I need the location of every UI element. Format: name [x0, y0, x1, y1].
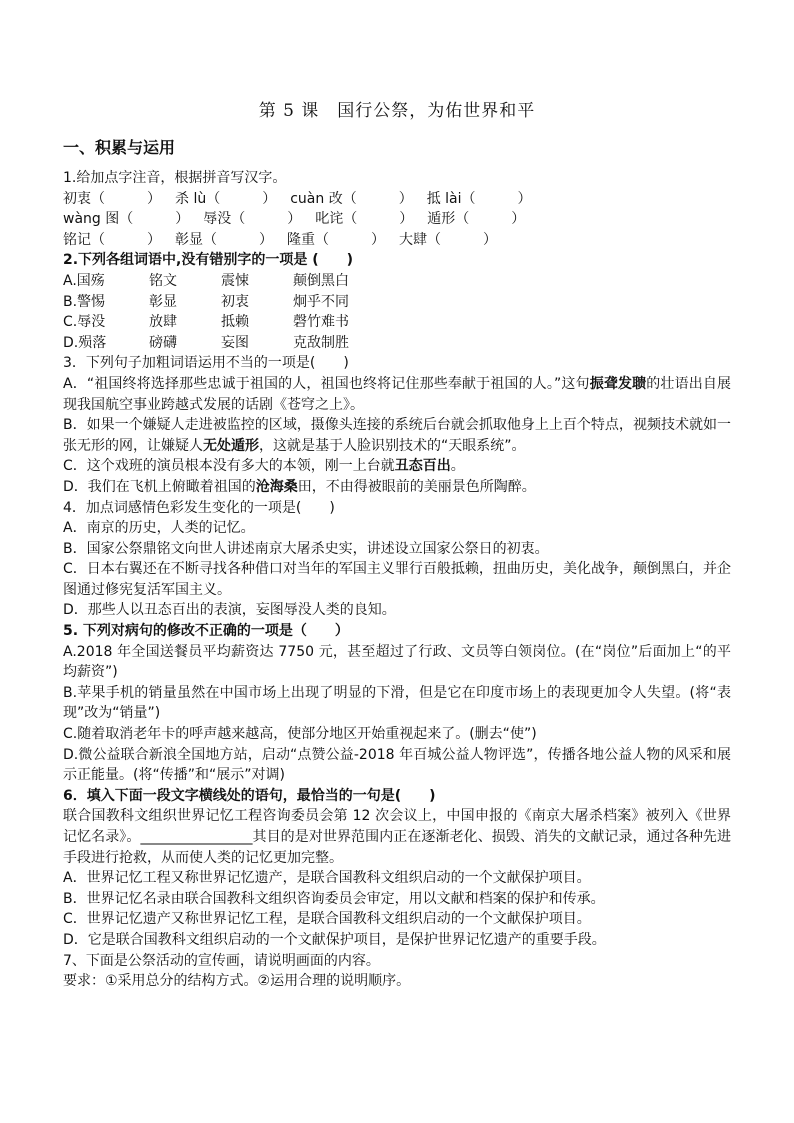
q5-option-b: B.苹果手机的销量虽然在中国市场上出现了明显的下滑，但是它在印度市场上的表现更加令人失望。(将“表现”改为“销量”) [63, 684, 731, 722]
q2-word: 磬竹难书 [293, 314, 349, 331]
q1-item: 杀 lù（ ） [161, 190, 277, 207]
q3-d-text: D．我们在飞机上俯瞰着祖国的 [63, 478, 256, 495]
q5-option-a: A.2018 年全国送餐员平均薪资达 7750 元，甚至超过了行政、文员等白领岗位。(在“岗位”后面加上“的平均薪资”) [63, 643, 731, 681]
q4-option-b: B．国家公祭鼎铭文向世人讲述南京大屠杀史实，讲述设立国家公祭日的初衷。 [63, 540, 549, 557]
q3-stem: 3．下列句子加粗词语运用不当的一项是( ) [63, 355, 349, 372]
q1-item: wàng 图（ ） [63, 211, 190, 228]
q1-item: 辱没（ ） [189, 211, 302, 228]
q2-options [63, 271, 731, 353]
q1-item: 彰显（ ） [161, 231, 273, 248]
q1-item: cuàn 改（ ） [276, 190, 413, 207]
q4-option-a: A．南京的历史，人类的记忆。 [63, 520, 255, 537]
q3-a-text: A．“祖国终将选择那些忠诚于祖国的人，祖国也终将记住那些奉献于祖国的人。”这句 [63, 375, 590, 392]
q2-word: 克敌制胜 [293, 334, 349, 351]
q2-stem: 2.下列各组词语中,没有错别字的一项是 ( ) [63, 252, 354, 269]
q3-option-b [63, 415, 731, 456]
q6-option-a: A．世界记忆工程又称世界记忆遗产，是联合国教科文组织启动的一个文献保护项目。 [63, 870, 591, 887]
q6-option-b: B．世界记忆名录由联合国教科文组织咨询委员会审定，用以文献和档案的保护和传承。 [63, 890, 605, 907]
q3-d-text-2: 田，不由得被眼前的美丽景色所陶醉。 [297, 478, 536, 495]
q3-b-bold: 无处遁形 [203, 437, 259, 454]
worksheet-page [63, 96, 731, 992]
q1-item: 叱诧（ ） [301, 211, 414, 228]
q2-word: 抵赖 [221, 314, 249, 331]
section-heading: 一、积累与运用 [63, 138, 176, 157]
q6-option-d: D．它是联合国教科文组织启动的一个文献保护项目，是保护世界记忆遗产的重要手段。 [63, 931, 606, 948]
q2-word: 磅礴 [149, 334, 177, 351]
q2-word: C.辱没 [63, 314, 106, 331]
q2-word: B.警惕 [63, 293, 106, 310]
q2-word: D.殒落 [63, 334, 107, 351]
q1-item: 大肆（ ） [385, 231, 497, 248]
q6-passage: 联合国教科文组织世界记忆工程咨询委员会第 12 次会议上，中国申报的《南京大屠杀档案》被列入《世界记忆名录》。________________其目的是对世界范围内正在逐渐老化、损毁、消失的文献记录，通过各种先进手段进行抢救，从而使人类的记忆更加完整。 [63, 808, 731, 866]
q3-a-text-2: 的壮语出自展现我国航空事业跨越式发展的话剧《苍穹之上》。 [63, 375, 732, 413]
q3-a-bold: 振聋发聩 [589, 375, 647, 392]
q3-b-text-2: ，这就是基于人脸识别技术的“天眼系统”。 [259, 437, 526, 454]
q1-item: 抵 lài（ ） [412, 190, 532, 207]
q2-word: 震悚 [221, 272, 249, 289]
lesson-title: 第 5 课 国行公祭，为佑世界和平 [258, 101, 536, 121]
q5-stem: 5. 下列对病句的修改不正确的一项是（ ） [63, 623, 349, 640]
q7-stem: 7、下面是公祭活动的宣传画，请说明画面的内容。 [63, 952, 380, 969]
q4-stem: 4．加点词感情色彩发生变化的一项是( ) [63, 499, 335, 516]
q2-word: 彰显 [149, 293, 177, 310]
q2-word: 妄图 [221, 334, 249, 351]
q3-d-bold: 沧海桑 [255, 478, 298, 495]
q1-item: 初衷（ ） [63, 190, 161, 207]
q3-c-text: C．这个戏班的演员根本没有多大的本领，刚一上台就 [63, 458, 395, 475]
q2-word: 炯乎不同 [293, 293, 349, 310]
q3-option-a [63, 374, 731, 415]
q6-option-c: C．世界记忆遗产又称世界记忆工程，是联合国教科文组织启动的一个文献保护项目。 [63, 911, 591, 928]
q1-item: 遁形（ ） [413, 211, 526, 228]
q7-requirement: 要求：①采用总分的结构方式。②运用合理的说明顺序。 [63, 973, 411, 990]
q3-b-text: B．如果一个嫌疑人走进被监控的区域，摄像头连接的系统后台就会抓取他身上上百个特点，视频技术就如一张无形的网，让嫌疑人 [63, 417, 731, 454]
q1-row-3 [63, 230, 731, 251]
q5-option-c: C.随着取消老年卡的呼声越来越高，使部分地区开始重视起来了。(删去“使”) [63, 726, 537, 743]
q4-option-c: C．日本右翼还在不断寻找各种借口对当年的军国主义罪行百般抵赖，扭曲历史，美化战争，颠倒黑白，并企图通过修宪复活军国主义。 [63, 561, 731, 598]
q5-option-d: D.微公益联合新浪全国地方站，启动“点赞公益-2018 年百城公益人物评选”，传播各地公益人物的风采和展示正能量。(将“传播”和“展示”对调) [63, 746, 731, 784]
q1-stem: 1.给加点字注音，根据拼音写汉字。 [63, 170, 287, 186]
q3-c-text-2: 。 [450, 458, 465, 475]
q1-item: 铭记（ ） [63, 231, 161, 248]
q1-item: 隆重（ ） [273, 231, 385, 248]
q3-option-c [63, 456, 731, 477]
q1-row-1 [63, 189, 731, 210]
q2-word: 颠倒黑白 [293, 272, 349, 289]
q6-stem: 6．填入下面一段文字横线处的语句，最恰当的一句是( ) [63, 787, 436, 804]
q2-word: 初衷 [221, 293, 249, 310]
q3-option-d [63, 477, 731, 498]
q1-row-2 [63, 209, 731, 230]
q2-word: A.国殇 [63, 272, 105, 289]
q2-word: 铭文 [149, 272, 177, 289]
q2-word: 放肆 [149, 314, 177, 331]
q4-option-d: D．那些人以丑态百出的表演，妄图辱没人类的良知。 [63, 602, 396, 619]
q3-c-bold: 丑态百出 [394, 458, 451, 475]
